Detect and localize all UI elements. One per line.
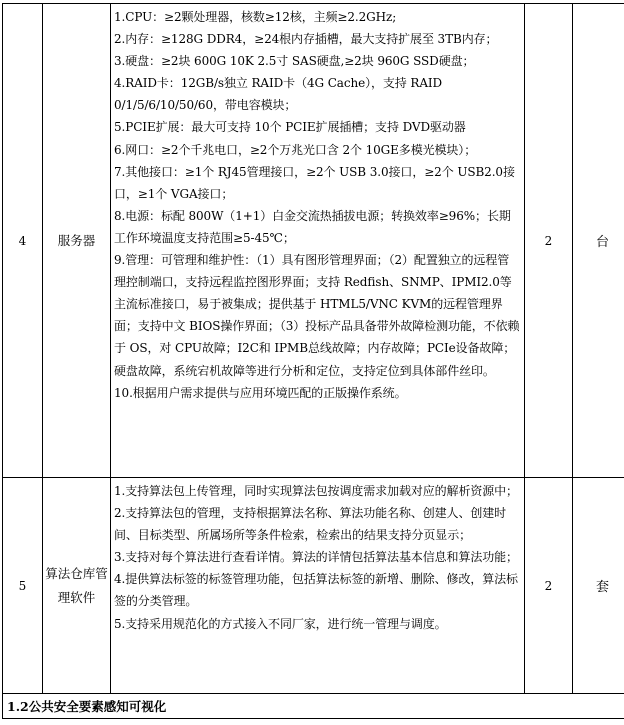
spec-line: 9.管理：可管理和维护性：（1）具有图形管理界面；（2）配置独立的远程管理控制端口，支持远程监控图形界面；支持 Redfish、SNMP、IPMI2.0等主流标准接口，易于被集成；提供基于 HTML5/VNC KVM的远程管理界面；支持中文 BIOS操作界面；（3）投标产品具备带外故障检测功能，不依赖于 OS，对 CPU故障；I2C和 IPMB总线故障；内存故障；PCIe设备故障；硬盘故障，系统宕机故障等进行分析和定位，支持定位到具体部件丝印。 [114, 253, 520, 378]
spec-line: 5.支持采用规范化的方式接入不同厂家，进行统一管理与调度。 [114, 616, 447, 631]
row-number: 5 [3, 478, 43, 694]
table-row-algorithm-software [3, 478, 624, 694]
unit: 套 [573, 478, 624, 694]
unit: 台 [573, 4, 624, 478]
table-row-server [3, 4, 624, 478]
section-heading: 1.2公共安全要素感知可视化 [3, 694, 624, 719]
spec-line: 3.硬盘：≥2块 600G 10K 2.5寸 SAS硬盘,≥2块 960G SSD硬盘； [114, 54, 475, 69]
spec-line: 4.RAID卡：12GB/s独立 RAID卡（4G Cache），支持 RAID 0/1/5/6/10/50/60，带电容模块； [114, 76, 443, 113]
spec-line: 3.支持对每个算法进行查看详情。算法的详情包括算法基本信息和算法功能； [114, 550, 518, 565]
spec-cell [111, 478, 525, 694]
spec-table [2, 3, 624, 719]
spec-line: 4.提供算法标签的标签管理功能，包括算法标签的新增、删除、修改，算法标签的分类管理。 [114, 572, 518, 609]
quantity: 2 [525, 478, 573, 694]
row-number: 4 [3, 4, 43, 478]
section-heading-row [3, 694, 624, 719]
item-name: 算法仓库管理软件 [43, 478, 111, 694]
spec-line: 5.PCIE扩展：最大可支持 10个 PCIE扩展插槽；支持 DVD驱动器 [114, 120, 466, 135]
spec-line: 2.内存：≥128G DDR4，≥24根内存插槽，最大支持扩展至 3TB内存； [114, 32, 498, 47]
quantity: 2 [525, 4, 573, 478]
spec-line: 6.网口：≥2个千兆电口，≥2个万兆光口含 2个 10GE多模光模块）； [114, 142, 477, 157]
spec-line: 1.支持算法包上传管理，同时实现算法包按调度需求加载对应的解析资源中； [114, 484, 518, 498]
spec-cell [111, 4, 525, 478]
spec-line: 8.电源：标配 800W（1+1）白金交流热插拔电源；转换效率≥96%；长期工作环境温度支持范围≥5-45℃； [114, 208, 511, 245]
spec-line: 10.根据用户需求提供与应用环境匹配的正版操作系统。 [114, 385, 407, 400]
spec-line: 7.其他接口：≥1个 RJ45管理接口，≥2个 USB 3.0接口，≥2个 USB2.0接口，≥1个 VGA接口； [114, 164, 515, 201]
spec-line: 1.CPU：≥2颗处理器，核数≥12核，主频≥2.2GHz; [114, 10, 397, 24]
spec-line: 2.支持算法包的管理，支持根据算法名称、算法功能名称、创建人、创建时间、目标类型、所属场所等条件检索，检索出的结果支持分页显示； [114, 506, 507, 543]
item-name: 服务器 [43, 4, 111, 478]
